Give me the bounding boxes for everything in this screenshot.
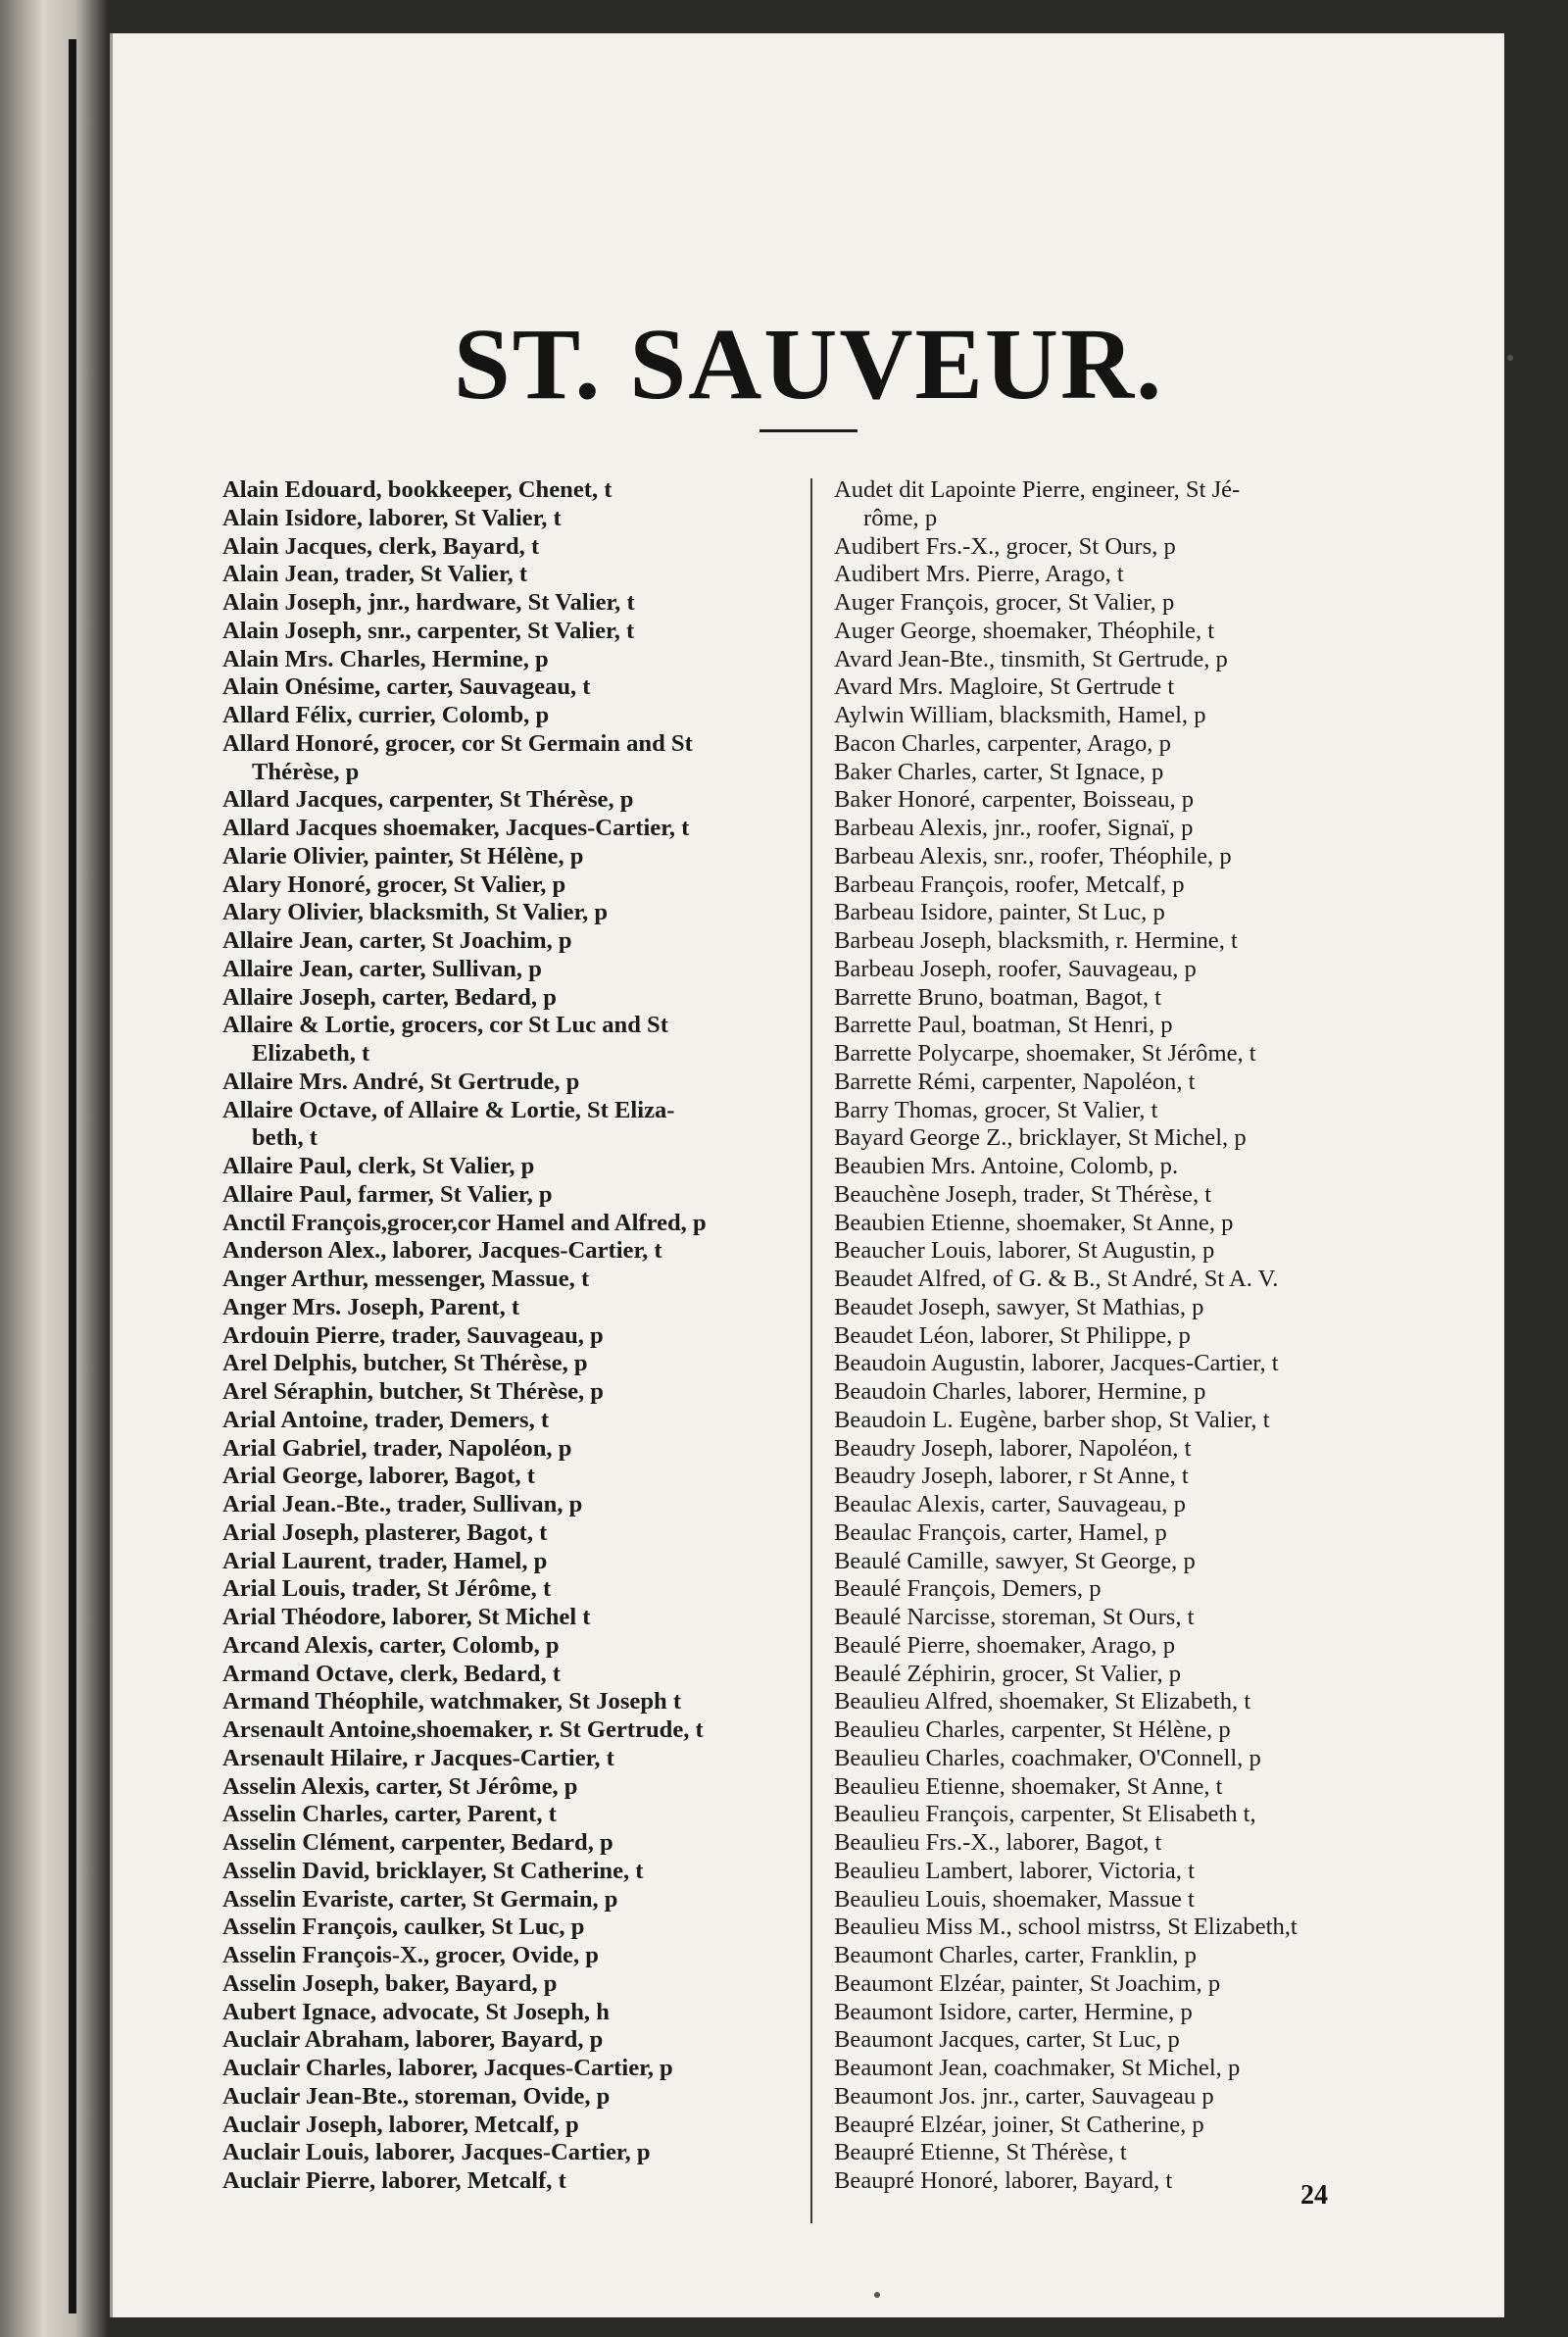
directory-entry: Baker Charles, carter, St Ignace, p [834, 758, 1164, 785]
directory-entry: Avard Jean-Bte., tinsmith, St Gertrude, p [834, 645, 1228, 672]
directory-entry: Avard Mrs. Magloire, St Gertrude t [834, 673, 1175, 701]
directory-entry: Beaudet Alfred, of G. & B., St André, St A. V. [834, 1266, 1279, 1292]
directory-entry: Alary Honoré, grocer, St Valier, p [222, 870, 566, 898]
directory-entry: Beaumont Jean, coachmaker, St Michel, p [834, 2055, 1241, 2081]
directory-entry: Barbeau Alexis, jnr., roofer, Signaï, p [834, 815, 1194, 841]
directory-entry: Beaulac Alexis, carter, Sauvageau, p [834, 1491, 1186, 1517]
directory-entry: Arel Delphis, butcher, St Thérèse, p [222, 1350, 588, 1377]
directory-entry: Arsenault Antoine,shoemaker, r. St Gertrude, t [222, 1716, 704, 1743]
directory-entry: Allard Jacques shoemaker, Jacques-Cartier, t [222, 815, 690, 841]
directory-entry: Arial Jean.-Bte., trader, Sullivan, p [222, 1491, 583, 1517]
directory-entry: Asselin Evariste, carter, St Germain, p [222, 1885, 618, 1913]
directory-entry: Auclair Abraham, laborer, Bayard, p [222, 2026, 604, 2054]
directory-entry: Auclair Louis, laborer, Jacques-Cartier, p [222, 2139, 651, 2166]
directory-entry: Alarie Olivier, painter, St Hélène, p [222, 842, 584, 870]
directory-entry: Beaulieu Etienne, shoemaker, St Anne, t [834, 1772, 1223, 1800]
directory-entry: Beaulé Narcisse, storeman, St Ours, t [834, 1604, 1195, 1630]
directory-entry: Beaulac François, carter, Hamel, p [834, 1518, 1167, 1546]
directory-entry: Alain Edouard, bookkeeper, Chenet, t [222, 476, 612, 503]
directory-entry: Allaire & Lortie, grocers, cor St Luc and St [222, 1012, 668, 1039]
directory-entry: Aubert Ignace, advocate, St Joseph, h [222, 1998, 610, 2025]
column-divider [810, 478, 812, 2223]
directory-entry: Allaire Octave, of Allaire & Lortie, St Eliza- [222, 1096, 675, 1123]
directory-entry: Audibert Mrs. Pierre, Arago, t [834, 561, 1124, 588]
directory-entry: Beaudoin Augustin, laborer, Jacques-Cartier, t [834, 1350, 1279, 1377]
directory-entry: Beaudoin Charles, laborer, Hermine, p [834, 1378, 1206, 1405]
directory-entry: Alain Jean, trader, St Valier, t [222, 561, 528, 588]
directory-entry: Beaulieu Miss M., school mistrss, St Elizabeth,t [834, 1914, 1298, 1941]
directory-entry: Beaubien Etienne, shoemaker, St Anne, p [834, 1209, 1234, 1236]
directory-entry: Beaulieu François, carpenter, St Elisabeth t, [834, 1801, 1256, 1828]
directory-entry: Alain Jacques, clerk, Bayard, t [222, 532, 540, 560]
directory-entry: Arsenault Hilaire, r Jacques-Cartier, t [222, 1744, 614, 1771]
page-number: 24 [1300, 2180, 1328, 2211]
directory-entry: Barbeau Alexis, snr., roofer, Théophile, p [834, 842, 1232, 870]
directory-entry: Beaulieu Frs.-X., laborer, Bagot, t [834, 1829, 1162, 1856]
directory-entry: Beaulieu Charles, carpenter, St Hélène, p [834, 1716, 1231, 1743]
directory-entry: Alain Joseph, jnr., hardware, St Valier, t [222, 589, 635, 616]
directory-entry: Arcand Alexis, carter, Colomb, p [222, 1631, 560, 1659]
directory-entry: Beaubien Mrs. Antoine, Colomb, p. [834, 1153, 1179, 1179]
directory-entry: Alain Joseph, snr., carpenter, St Valier, t [222, 617, 635, 644]
directory-entry: Barrette Rémi, carpenter, Napoléon, t [834, 1068, 1196, 1095]
directory-entry: Asselin Clément, carpenter, Bedard, p [222, 1829, 613, 1856]
directory-entry: Beaudoin L. Eugène, barber shop, St Valier, t [834, 1406, 1270, 1433]
entry-continuation: beth, t [252, 1124, 318, 1152]
directory-entry: Audet dit Lapointe Pierre, engineer, St Jé- [834, 476, 1241, 503]
left-column [222, 476, 908, 2196]
directory-entry: Beaumont Elzéar, painter, St Joachim, p [834, 1969, 1221, 1997]
book-binding [0, 0, 108, 2337]
directory-entry: Allard Jacques, carpenter, St Thérèse, p [222, 786, 634, 814]
directory-entry: Auclair Jean-Bte., storeman, Ovide, p [222, 2082, 611, 2110]
directory-entry: Beaupré Elzéar, joiner, St Catherine, p [834, 2111, 1204, 2138]
directory-entry: Beaulieu Lambert, laborer, Victoria, t [834, 1857, 1195, 1884]
directory-entry: Allaire Joseph, carter, Bedard, p [222, 983, 557, 1011]
directory-entry: Auger George, shoemaker, Théophile, t [834, 617, 1215, 644]
directory-entry: Arial Antoine, trader, Demers, t [222, 1406, 550, 1433]
directory-entry: Audibert Frs.-X., grocer, St Ours, p [834, 532, 1176, 560]
directory-entry: Beaupré Etienne, St Thérèse, t [834, 2139, 1127, 2166]
directory-entry: Beaulé Camille, sawyer, St George, p [834, 1547, 1196, 1574]
directory-entry: Asselin Charles, carter, Parent, t [222, 1801, 557, 1828]
title-rule [760, 429, 858, 432]
directory-entry: Beaumont Isidore, carter, Hermine, p [834, 1998, 1193, 2025]
directory-entry: Allaire Mrs. André, St Gertrude, p [222, 1068, 580, 1095]
directory-entry: Beaudry Joseph, laborer, r St Anne, t [834, 1463, 1189, 1490]
directory-entry: Barrette Paul, boatman, St Henri, p [834, 1012, 1173, 1039]
directory-entry: Arial Louis, trader, St Jérôme, t [222, 1575, 552, 1603]
directory-entry: Arial George, laborer, Bagot, t [222, 1463, 535, 1490]
directory-entry: Allaire Jean, carter, St Joachim, p [222, 927, 572, 954]
entry-continuation: rôme, p [863, 504, 938, 531]
page-title: ST. SAUVEUR. [453, 308, 1164, 421]
directory-entry: Bacon Charles, carpenter, Arago, p [834, 729, 1171, 757]
directory-entry: Arial Joseph, plasterer, Bagot, t [222, 1518, 548, 1546]
directory-entry: Beaudet Léon, laborer, St Philippe, p [834, 1321, 1191, 1349]
directory-entry: Arial Théodore, laborer, St Michel t [222, 1604, 591, 1630]
directory-entry: Armand Octave, clerk, Bedard, t [222, 1660, 561, 1687]
spine-edge [69, 39, 76, 2313]
directory-entry: Beaulieu Louis, shoemaker, Massue t [834, 1885, 1195, 1913]
directory-entry: Barrette Polycarpe, shoemaker, St Jérôme, t [834, 1040, 1256, 1067]
directory-entry: Ardouin Pierre, trader, Sauvageau, p [222, 1321, 604, 1349]
directory-entry: Beaumont Charles, carter, Franklin, p [834, 1942, 1197, 1968]
directory-entry: Beaumont Jacques, carter, St Luc, p [834, 2026, 1180, 2054]
entry-continuation: Thérèse, p [252, 758, 360, 785]
directory-entry: Alain Isidore, laborer, St Valier, t [222, 504, 562, 531]
right-column [834, 476, 1520, 2196]
directory-entry: Arial Gabriel, trader, Napoléon, p [222, 1434, 572, 1462]
directory-entry: Allaire Paul, clerk, St Valier, p [222, 1153, 535, 1179]
directory-entry: Beaucher Louis, laborer, St Augustin, p [834, 1237, 1215, 1265]
directory-entry: Allaire Jean, carter, Sullivan, p [222, 955, 542, 982]
directory-entry: Anger Mrs. Joseph, Parent, t [222, 1293, 520, 1320]
directory-entry: Alain Mrs. Charles, Hermine, p [222, 645, 549, 672]
directory-entry: Baker Honoré, carpenter, Boisseau, p [834, 786, 1195, 814]
directory-entry: Auclair Charles, laborer, Jacques-Cartier, p [222, 2055, 673, 2081]
directory-entry: Aylwin William, blacksmith, Hamel, p [834, 702, 1206, 728]
directory-entry: Barbeau François, roofer, Metcalf, p [834, 870, 1185, 898]
directory-entry: Armand Théophile, watchmaker, St Joseph t [222, 1688, 682, 1715]
directory-entry: Alary Olivier, blacksmith, St Valier, p [222, 899, 609, 926]
margin-speck [1507, 355, 1513, 361]
directory-entry: Beaupré Honoré, laborer, Bayard, t [834, 2167, 1173, 2194]
directory-entry: Barbeau Joseph, roofer, Sauvageau, p [834, 955, 1197, 982]
directory-entry: Asselin David, bricklayer, St Catherine, t [222, 1857, 644, 1884]
directory-entry: Asselin François-X., grocer, Ovide, p [222, 1942, 599, 1968]
directory-entry: Barry Thomas, grocer, St Valier, t [834, 1096, 1158, 1123]
directory-entry: Allaire Paul, farmer, St Valier, p [222, 1180, 553, 1208]
directory-entry: Anger Arthur, messenger, Massue, t [222, 1266, 590, 1292]
directory-entry: Alain Onésime, carter, Sauvageau, t [222, 673, 591, 701]
directory-entry: Asselin Alexis, carter, St Jérôme, p [222, 1772, 578, 1800]
directory-entry: Beaulieu Charles, coachmaker, O'Connell, p [834, 1744, 1261, 1771]
directory-entry: Beaulé François, Demers, p [834, 1575, 1102, 1603]
directory-entry: Beaulé Pierre, shoemaker, Arago, p [834, 1631, 1175, 1659]
directory-entry: Auclair Joseph, laborer, Metcalf, p [222, 2111, 579, 2138]
directory-entry: Beaudet Joseph, sawyer, St Mathias, p [834, 1293, 1204, 1320]
margin-speck [874, 2292, 880, 2298]
directory-entry: Allard Honoré, grocer, cor St Germain and St [222, 729, 693, 757]
directory-entry: Anderson Alex., laborer, Jacques-Cartier, t [222, 1237, 662, 1265]
directory-entry: Asselin Joseph, baker, Bayard, p [222, 1969, 558, 1997]
directory-page [110, 33, 1504, 2317]
directory-entry: Beauchène Joseph, trader, St Thérèse, t [834, 1180, 1212, 1208]
directory-entry: Bayard George Z., bricklayer, St Michel, p [834, 1124, 1247, 1152]
directory-entry: Beaudry Joseph, laborer, Napoléon, t [834, 1434, 1192, 1462]
directory-entry: Auclair Pierre, laborer, Metcalf, t [222, 2167, 566, 2194]
directory-entry: Auger François, grocer, St Valier, p [834, 589, 1175, 616]
directory-entry: Beaulé Zéphirin, grocer, St Valier, p [834, 1660, 1182, 1687]
directory-entry: Asselin François, caulker, St Luc, p [222, 1914, 585, 1941]
directory-entry: Barbeau Joseph, blacksmith, r. Hermine, t [834, 927, 1238, 954]
directory-entry: Barbeau Isidore, painter, St Luc, p [834, 899, 1165, 926]
directory-entry: Anctil François,grocer,cor Hamel and Alfred, p [222, 1209, 707, 1236]
directory-entry: Allard Félix, currier, Colomb, p [222, 702, 550, 728]
directory-entry: Barrette Bruno, boatman, Bagot, t [834, 983, 1161, 1011]
directory-entry: Arel Séraphin, butcher, St Thérèse, p [222, 1378, 604, 1405]
directory-entry: Beaulieu Alfred, shoemaker, St Elizabeth, t [834, 1688, 1251, 1715]
directory-entry: Beaumont Jos. jnr., carter, Sauvageau p [834, 2082, 1214, 2110]
directory-entry: Arial Laurent, trader, Hamel, p [222, 1547, 548, 1574]
entry-continuation: Elizabeth, t [252, 1040, 370, 1067]
